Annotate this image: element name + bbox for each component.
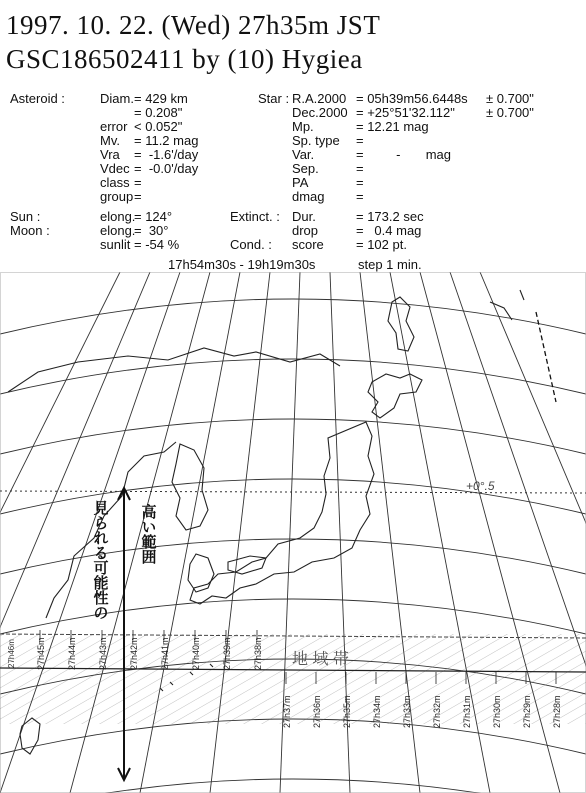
star-label: Star : — [258, 91, 290, 106]
lower-time-label: 27h32m — [432, 695, 442, 728]
asteroid-param-value: = 11.2 mag — [134, 133, 199, 148]
header-title-event: GSC186502411 by (10) Hygiea — [6, 44, 363, 74]
star-param-value: = — [356, 175, 364, 190]
asteroid-param-key: Vra — [100, 147, 120, 162]
asteroid-param-key: group — [100, 189, 134, 204]
latitude-line — [0, 299, 586, 334]
occultation-map — [0, 272, 586, 793]
asteroid-label: Asteroid : — [10, 91, 65, 106]
extinct-drop-key: drop — [292, 223, 319, 238]
latitude-line — [0, 539, 586, 574]
upper-time-label: 27h42m — [129, 637, 139, 670]
upper-time-label: 27h38m — [253, 637, 263, 670]
latitude-line — [0, 779, 586, 793]
asteroid-param-key: Diam. — [100, 91, 134, 106]
upper-time-label: 27h43m — [98, 637, 108, 670]
korea-coast — [172, 444, 208, 530]
left-edge-time-label: 27h46m — [7, 639, 16, 668]
star-param-key: Sp. type — [292, 133, 340, 148]
star-param-value: = 12.21 mag — [356, 119, 429, 134]
star-param-key: Dec.2000 — [292, 105, 348, 120]
lower-time-label: 27h36m — [312, 695, 322, 728]
lower-time-label: 27h37m — [282, 695, 292, 728]
star-param-key: PA — [292, 175, 309, 190]
probability-note-right: 高い範囲 — [139, 504, 157, 564]
star-param-value: = +25°51'32.112" — [356, 105, 455, 120]
band-note: 地 域 帯 — [292, 651, 349, 668]
moon-label: Moon : — [10, 223, 50, 238]
lower-time-label: 27h28m — [552, 695, 562, 728]
mainland-coast — [8, 348, 340, 618]
sun-label: Sun : — [10, 209, 41, 224]
star-param-key: Sep. — [292, 161, 319, 176]
upper-time-label: 27h44m — [67, 637, 77, 670]
star-param-error: ± 0.700" — [486, 105, 534, 120]
lower-time-label: 27h34m — [372, 695, 382, 728]
asteroid-param-key: Mv. — [100, 133, 120, 148]
asteroid-param-value: = 429 km — [134, 91, 188, 106]
extinct-label: Extinct. : — [230, 209, 280, 224]
star-param-key: dmag — [292, 189, 325, 204]
sun-elong-value: = 124° — [134, 209, 173, 224]
honshu-coast — [190, 422, 374, 604]
asteroid-param-value: = 0.208" — [134, 105, 183, 120]
star-param-value: = — [356, 161, 364, 176]
step-label: step 1 min. — [358, 257, 422, 272]
moon-sunlit-value: = -54 % — [134, 237, 180, 252]
asteroid-param-value: = -1.6'/day — [134, 147, 199, 162]
lower-time-label: 27h31m — [462, 695, 472, 728]
offset-dotted-line — [0, 491, 586, 493]
moon-elong-value: = 30° — [134, 223, 169, 238]
asteroid-param-value: = — [134, 175, 142, 190]
star-param-value: = - mag — [356, 147, 451, 162]
sakhalin-coast — [388, 297, 414, 351]
header-title-date: 1997. 10. 22. (Wed) 27h35m JST — [6, 10, 381, 40]
extinct-drop-value: = 0.4 mag — [356, 223, 422, 238]
sun-elong-key: elong. — [100, 209, 136, 224]
time-range: 17h54m30s - 19h19m30s — [168, 257, 316, 272]
star-param-key: R.A.2000 — [292, 91, 347, 106]
extinct-dur-key: Dur. — [292, 209, 316, 224]
latitude-line — [0, 479, 586, 514]
cond-score-key: score — [292, 237, 324, 252]
cond-label: Cond. : — [230, 237, 272, 252]
upper-time-label: 27h41m — [160, 637, 170, 670]
asteroid-param-key: error — [100, 119, 128, 134]
asteroid-param-value: < 0.052" — [134, 119, 183, 134]
moon-sunlit-key: sunlit — [100, 237, 131, 252]
offset-label: +0°.5 — [466, 479, 495, 493]
asteroid-param-key: Vdec — [100, 161, 130, 176]
star-param-error: ± 0.700" — [486, 91, 534, 106]
cond-score-value: = 102 pt. — [356, 237, 407, 252]
lower-time-label: 27h35m — [342, 695, 352, 728]
latitude-line — [0, 599, 586, 634]
star-param-value: = — [356, 189, 364, 204]
asteroid-param-key: class — [100, 175, 130, 190]
moon-elong-key: elong. — [100, 223, 136, 238]
star-param-key: Mp. — [292, 119, 314, 134]
upper-time-label: 27h40m — [191, 637, 201, 670]
upper-time-label: 27h39m — [222, 637, 232, 670]
lower-time-label: 27h33m — [402, 695, 412, 728]
asteroid-param-value: = — [134, 189, 142, 204]
lower-time-label: 27h29m — [522, 695, 532, 728]
star-param-value: = — [356, 133, 364, 148]
extinct-dur-value: = 173.2 sec — [356, 209, 424, 224]
star-param-value: = 05h39m56.6448s — [356, 91, 468, 106]
probability-note-left: 見られる可能性の — [91, 500, 109, 620]
lower-time-label: 27h30m — [492, 695, 502, 728]
upper-time-label: 27h45m — [36, 637, 46, 670]
star-param-key: Var. — [292, 147, 315, 162]
latitude-line — [0, 359, 586, 394]
asteroid-param-value: = -0.0'/day — [134, 161, 199, 176]
